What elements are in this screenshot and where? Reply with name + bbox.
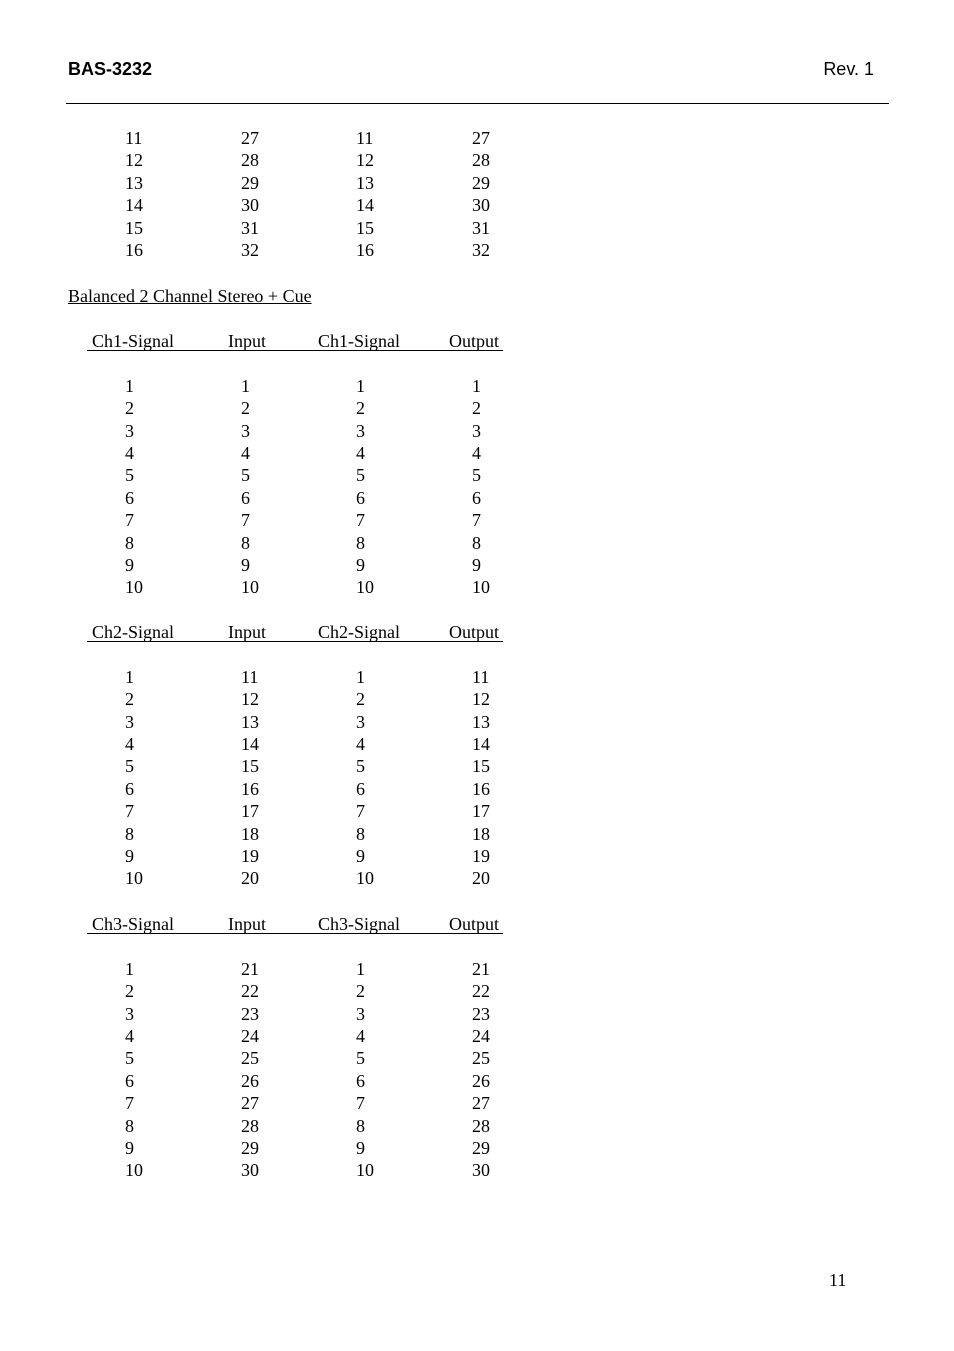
- table-cell: 12: [125, 150, 143, 171]
- table-row: [0, 420, 954, 442]
- table-cell: 2: [125, 981, 134, 1002]
- table-cell: 30: [472, 195, 490, 216]
- table-row: [0, 958, 954, 980]
- table-cell: 6: [356, 778, 365, 799]
- table-cell: 2: [356, 981, 365, 1002]
- table-row: [0, 487, 954, 509]
- document-id: BAS-3232: [68, 59, 153, 79]
- table-row: [0, 666, 954, 688]
- table-cell: 10: [356, 868, 374, 889]
- table-cell: 11: [241, 666, 259, 687]
- column-header: Ch3-Signal: [92, 914, 175, 934]
- table-row: [0, 1003, 954, 1025]
- table-cell: 3: [125, 420, 134, 441]
- table-cell: 11: [356, 128, 374, 148]
- table-cell: 6: [125, 1070, 134, 1091]
- table-cell: 28: [241, 1115, 259, 1136]
- table-cell: 12: [241, 689, 259, 710]
- table-cell: 15: [125, 217, 143, 238]
- table-cell: 8: [356, 1115, 365, 1136]
- table-row: [0, 509, 954, 531]
- table-cell: 3: [472, 420, 481, 441]
- table-cell: 18: [472, 823, 490, 844]
- table-cell: 5: [125, 1048, 134, 1069]
- table-row: [0, 1070, 954, 1092]
- table-cell: 2: [125, 398, 134, 419]
- table-cell: 25: [472, 1048, 490, 1069]
- column-header: Input: [228, 331, 266, 351]
- table-cell: 30: [241, 1160, 259, 1181]
- table-row: [0, 442, 954, 464]
- table-cell: 5: [241, 465, 250, 486]
- table-cell: 11: [472, 666, 490, 687]
- table-cell: 6: [472, 487, 481, 508]
- table-cell: 16: [356, 240, 374, 260]
- table-cell: 24: [472, 1026, 490, 1046]
- table-cell: 3: [125, 711, 134, 732]
- table-cell: 2: [241, 398, 250, 419]
- table-cell: 24: [241, 1026, 259, 1046]
- table-row: [0, 194, 954, 216]
- table-cell: 7: [356, 510, 365, 531]
- table-cell: 20: [472, 868, 490, 889]
- table-cell: 5: [125, 756, 134, 777]
- column-header: Ch3-Signal: [318, 914, 401, 934]
- table-cell: 10: [356, 1160, 374, 1181]
- column-header: Output: [449, 914, 500, 934]
- table-cell: 19: [472, 846, 490, 866]
- column-header: Input: [228, 622, 266, 642]
- table-cell: 21: [241, 958, 259, 979]
- table-row: [0, 1115, 954, 1137]
- table-cell: 16: [241, 778, 259, 799]
- table-cell: 12: [472, 689, 490, 710]
- table-cell: 3: [241, 420, 250, 441]
- table-row: [0, 239, 954, 261]
- table-cell: 8: [241, 532, 250, 553]
- table-cell: 5: [125, 465, 134, 486]
- table-cell: 30: [472, 1160, 490, 1181]
- table-cell: 10: [125, 1160, 143, 1181]
- table-cell: 1: [125, 958, 134, 979]
- table-cell: 5: [472, 465, 481, 486]
- table-cell: 2: [356, 398, 365, 419]
- column-header: Output: [449, 622, 500, 642]
- table-cell: 18: [241, 823, 259, 844]
- table-cell: 4: [356, 443, 365, 463]
- table-cell: 17: [472, 801, 490, 822]
- table-row: [0, 576, 954, 598]
- table-cell: 1: [241, 375, 250, 396]
- table-cell: 25: [241, 1048, 259, 1069]
- table-cell: 5: [356, 465, 365, 486]
- table-cell: 32: [472, 240, 490, 260]
- table-cell: 6: [356, 1070, 365, 1091]
- table-cell: 3: [125, 1003, 134, 1024]
- table-cell: 7: [356, 1093, 365, 1114]
- table-cell: 3: [356, 420, 365, 441]
- table-cell: 4: [472, 443, 481, 463]
- table-cell: 6: [241, 487, 250, 508]
- table-cell: 29: [241, 1138, 259, 1158]
- header-underline: [87, 933, 503, 934]
- table-row: [0, 688, 954, 710]
- table-cell: 3: [356, 711, 365, 732]
- revision-label: Rev. 1: [823, 59, 874, 79]
- table-cell: 4: [356, 1026, 365, 1046]
- table-cell: 14: [241, 734, 259, 754]
- table-row: [0, 1159, 954, 1181]
- table-cell: 1: [356, 958, 365, 979]
- table-cell: 2: [472, 398, 481, 419]
- table-cell: 21: [472, 958, 490, 979]
- table-cell: 10: [472, 577, 490, 598]
- table-cell: 31: [241, 217, 259, 238]
- header-underline: [87, 350, 503, 351]
- table-cell: 10: [356, 577, 374, 598]
- table-cell: 7: [241, 510, 250, 531]
- table-cell: 30: [241, 195, 259, 216]
- table-cell: 4: [356, 734, 365, 754]
- table-cell: 11: [125, 128, 143, 148]
- table-cell: 5: [356, 756, 365, 777]
- table-cell: 29: [472, 1138, 490, 1158]
- table-cell: 15: [356, 217, 374, 238]
- table-cell: 7: [125, 801, 134, 822]
- table-cell: 1: [472, 375, 481, 396]
- table-cell: 10: [125, 577, 143, 598]
- table-cell: 15: [472, 756, 490, 777]
- table-cell: 7: [356, 801, 365, 822]
- table-cell: 6: [125, 487, 134, 508]
- table-cell: 8: [356, 823, 365, 844]
- table-cell: 27: [241, 1093, 259, 1114]
- table-row: [0, 127, 954, 149]
- column-header: Output: [449, 331, 500, 351]
- table-cell: 9: [356, 846, 365, 866]
- table-cell: 8: [472, 532, 481, 553]
- table-row: [0, 172, 954, 194]
- table-cell: 29: [241, 172, 259, 193]
- table-row: [0, 217, 954, 239]
- table-cell: 2: [125, 689, 134, 710]
- table-row: [0, 733, 954, 755]
- table-row: [0, 397, 954, 419]
- table-row: [0, 375, 954, 397]
- column-header: Ch1-Signal: [318, 331, 401, 351]
- table-cell: 6: [356, 487, 365, 508]
- table-cell: 8: [125, 532, 134, 553]
- table-row: [0, 149, 954, 171]
- table-cell: 32: [241, 240, 259, 260]
- header-divider: [66, 103, 889, 104]
- table-cell: 1: [125, 375, 134, 396]
- table-cell: 14: [356, 195, 374, 216]
- table-cell: 29: [472, 172, 490, 193]
- section-title: Balanced 2 Channel Stereo + Cue: [68, 286, 312, 306]
- table-row: [0, 554, 954, 576]
- table-cell: 4: [125, 734, 134, 754]
- table-cell: 9: [472, 555, 481, 575]
- table-cell: 1: [356, 375, 365, 396]
- table-cell: 14: [472, 734, 490, 754]
- column-header: Ch2-Signal: [318, 622, 401, 642]
- table-cell: 8: [125, 1115, 134, 1136]
- column-header: Input: [228, 914, 266, 934]
- table-cell: 26: [241, 1070, 259, 1091]
- table-cell: 13: [241, 711, 259, 732]
- table-cell: 13: [125, 172, 143, 193]
- table-cell: 10: [241, 577, 259, 598]
- table-cell: 4: [125, 443, 134, 463]
- table-cell: 3: [356, 1003, 365, 1024]
- table-row: [0, 800, 954, 822]
- table-cell: 9: [241, 555, 250, 575]
- table-cell: 7: [125, 510, 134, 531]
- table-cell: 12: [356, 150, 374, 171]
- page-number: 11: [829, 1270, 847, 1290]
- table-cell: 16: [472, 778, 490, 799]
- table-row: [0, 1047, 954, 1069]
- table-row: [0, 755, 954, 777]
- table-cell: 9: [356, 555, 365, 575]
- table-row: [0, 867, 954, 889]
- table-row: [0, 1025, 954, 1047]
- column-header: Ch2-Signal: [92, 622, 175, 642]
- table-row: [0, 1137, 954, 1159]
- table-cell: 22: [241, 981, 259, 1002]
- table-cell: 9: [125, 555, 134, 575]
- table-cell: 27: [241, 128, 259, 148]
- table-cell: 14: [125, 195, 143, 216]
- table-cell: 7: [125, 1093, 134, 1114]
- table-cell: 23: [241, 1003, 259, 1024]
- table-cell: 31: [472, 217, 490, 238]
- table-cell: 1: [125, 666, 134, 687]
- table-cell: 2: [356, 689, 365, 710]
- table-cell: 8: [356, 532, 365, 553]
- header-underline: [87, 641, 503, 642]
- table-cell: 27: [472, 1093, 490, 1114]
- table-cell: 19: [241, 846, 259, 866]
- table-cell: 6: [125, 778, 134, 799]
- table-row: [0, 823, 954, 845]
- table-cell: 15: [241, 756, 259, 777]
- table-row: [0, 845, 954, 867]
- table-row: [0, 980, 954, 1002]
- table-row: [0, 532, 954, 554]
- table-row: [0, 464, 954, 486]
- column-header: Ch1-Signal: [92, 331, 175, 351]
- table-cell: 5: [356, 1048, 365, 1069]
- table-cell: 23: [472, 1003, 490, 1024]
- table-cell: 28: [472, 1115, 490, 1136]
- table-cell: 4: [125, 1026, 134, 1046]
- table-cell: 26: [472, 1070, 490, 1091]
- table-cell: 28: [472, 150, 490, 171]
- table-cell: 13: [472, 711, 490, 732]
- table-cell: 28: [241, 150, 259, 171]
- table-cell: 9: [125, 846, 134, 866]
- table-cell: 4: [241, 443, 250, 463]
- table-cell: 9: [125, 1138, 134, 1158]
- table-cell: 13: [356, 172, 374, 193]
- table-row: [0, 1092, 954, 1114]
- table-cell: 1: [356, 666, 365, 687]
- table-row: [0, 711, 954, 733]
- table-cell: 7: [472, 510, 481, 531]
- table-cell: 20: [241, 868, 259, 889]
- table-cell: 8: [125, 823, 134, 844]
- table-cell: 17: [241, 801, 259, 822]
- table-row: [0, 778, 954, 800]
- table-cell: 22: [472, 981, 490, 1002]
- table-cell: 16: [125, 240, 143, 260]
- table-cell: 27: [472, 128, 490, 148]
- table-cell: 10: [125, 868, 143, 889]
- table-cell: 9: [356, 1138, 365, 1158]
